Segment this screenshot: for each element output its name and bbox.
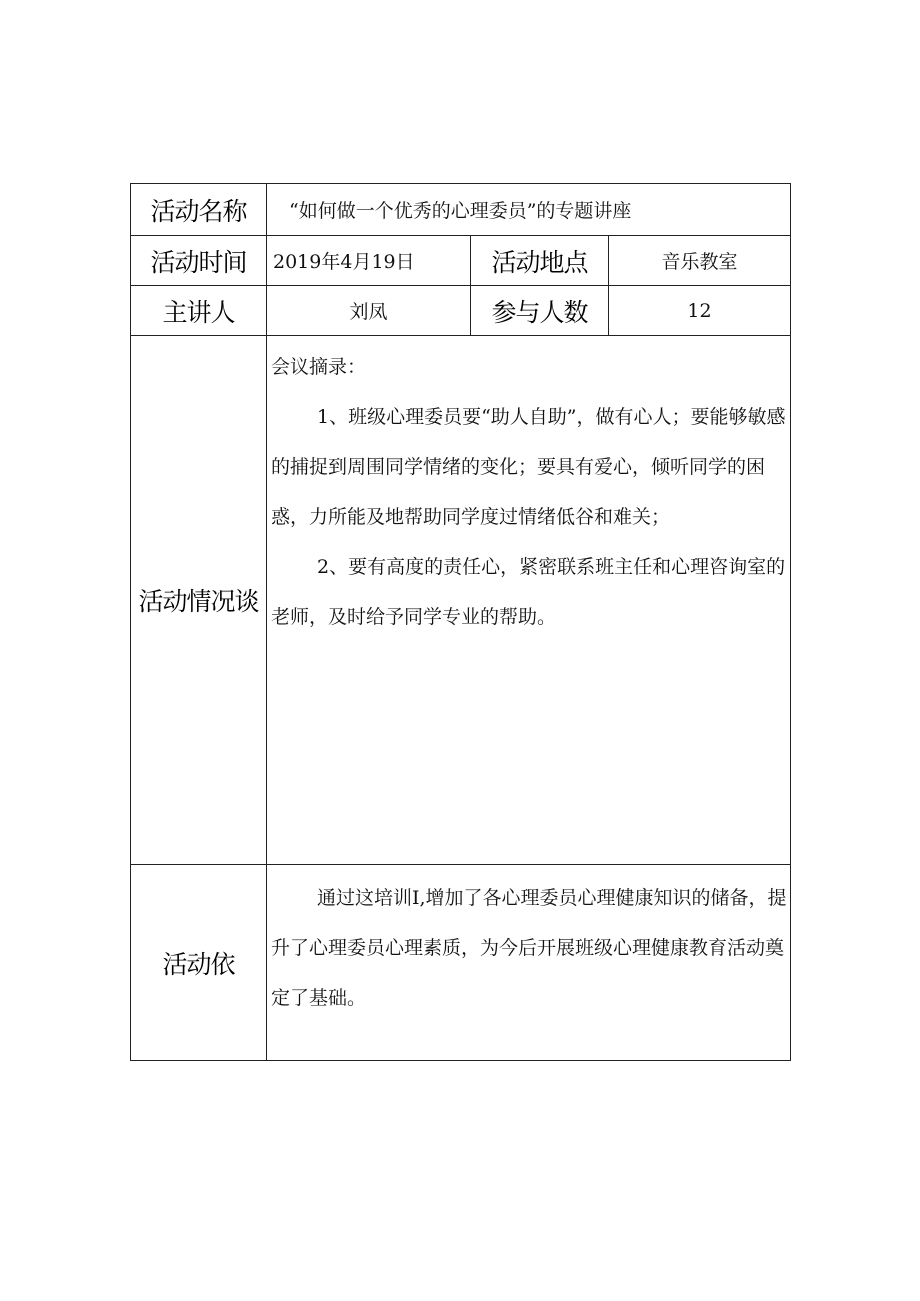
activity-name-label: 活动名称 [131, 184, 267, 236]
activity-situation-label: 活动情况谈 [131, 336, 267, 865]
activity-place-value: 音乐教室 [609, 236, 791, 286]
activity-time-label: 活动时间 [131, 236, 267, 286]
row-activity-summary [131, 865, 791, 1061]
minutes-point-1: 1、班级心理委员要“助人自助”，做有心人；要能够敏感的捕捉到周围同学情绪的变化；要具有爱心，倾听同学的困惑，力所能及地帮助同学度过情绪低谷和难关； [271, 406, 786, 528]
row-activity-name [131, 184, 791, 236]
activity-summary-content [267, 865, 791, 1061]
participant-count-label: 参与人数 [471, 286, 609, 336]
row-speaker-count [131, 286, 791, 336]
activity-name-value: “如何做一个优秀的心理委员”的专题讲座 [267, 184, 791, 236]
row-activity-time-place [131, 236, 791, 286]
activity-summary-label: 活动依 [131, 865, 267, 1061]
speaker-label: 主讲人 [131, 286, 267, 336]
activity-situation-content [267, 336, 791, 865]
minutes-intro: 会议摘录： [271, 356, 367, 378]
summary-text: 通过这培训I,增加了各心理委员心理健康知识的储备，提升了心理委员心理素质，为今后开展班级心理健康教育活动奠定了基础。 [271, 887, 787, 1009]
participant-count-value: 12 [609, 286, 791, 336]
activity-time-value: 2019年4月19日 [267, 236, 471, 286]
activity-place-label: 活动地点 [471, 236, 609, 286]
activity-record-table [130, 183, 791, 1061]
minutes-point-2: 2、要有高度的责任心，紧密联系班主任和心理咨询室的老师，及时给予同学专业的帮助。 [271, 556, 786, 628]
row-activity-situation [131, 336, 791, 865]
speaker-value: 刘凤 [267, 286, 471, 336]
